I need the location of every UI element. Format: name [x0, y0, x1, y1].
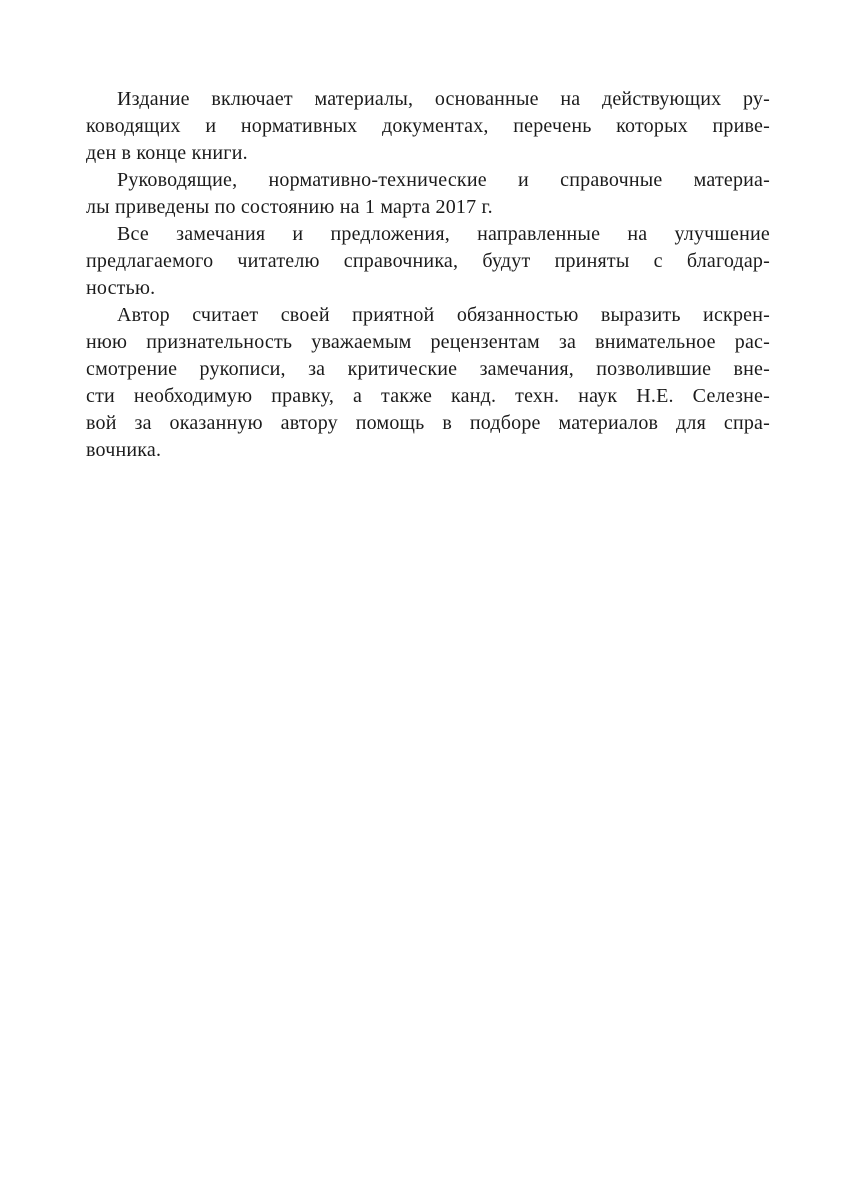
text-line: Автор считает своей приятной обязанностью выразить искрен-: [117, 304, 770, 326]
text-line: предлагаемого читателю справочника, будут приняты с благодар-: [86, 250, 770, 272]
text-line: вочника.: [86, 439, 162, 461]
paragraph: [86, 86, 770, 167]
text-line: Руководящие, нормативно-технические и справочные материа-: [117, 169, 770, 191]
text-line: вой за оказанную автору помощь в подборе материалов для спра-: [86, 412, 770, 434]
text-line: ностью.: [86, 277, 156, 299]
paragraph: [86, 221, 770, 302]
paragraph: [86, 167, 770, 221]
text-line: нюю признательность уважаемым рецензентам за внимательное рас-: [86, 331, 770, 353]
text-line: Издание включает материалы, основанные на действующих ру-: [117, 88, 770, 110]
text-line: ководящих и нормативных документах, перечень которых приве-: [86, 115, 770, 137]
paragraph: [86, 302, 770, 464]
text-line: смотрение рукописи, за критические замечания, позволившие вне-: [86, 358, 770, 380]
text-line: ден в конце книги.: [86, 142, 248, 164]
page-text: [86, 86, 770, 464]
text-line: лы приведены по состоянию на 1 марта 2017 г.: [86, 196, 493, 218]
text-line: сти необходимую правку, а также канд. техн. наук Н.Е. Селезне-: [86, 385, 770, 407]
text-line: Все замечания и предложения, направленные на улучшение: [117, 223, 770, 245]
